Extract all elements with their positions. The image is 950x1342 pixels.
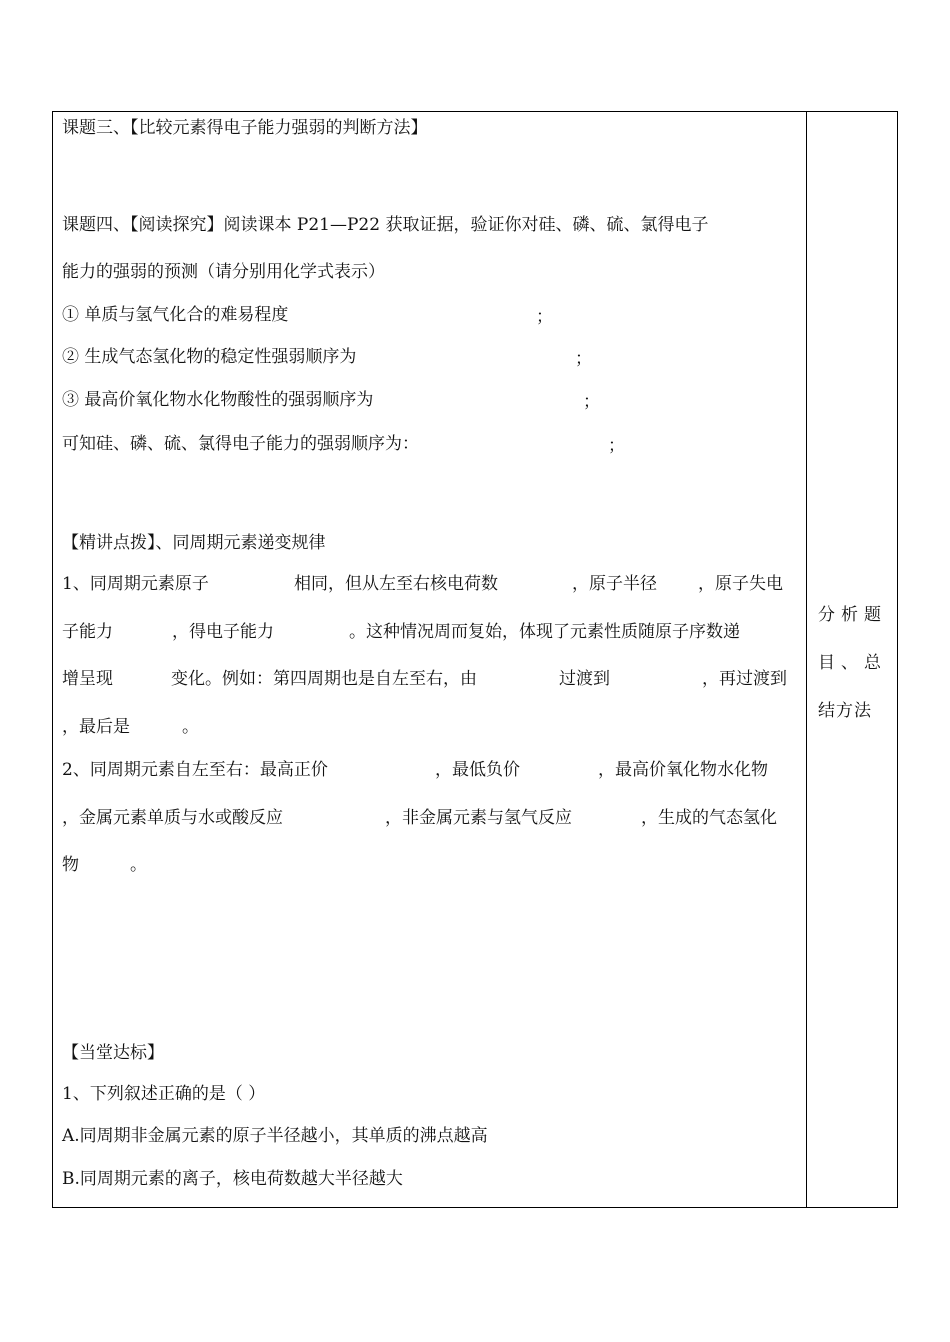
option-b: B.同周期元素的离子，核电荷数越大半径越大 — [62, 1169, 403, 1189]
rule2-line3-part2: 。 — [130, 855, 147, 875]
rule1-line4-part2: 。 — [182, 717, 199, 737]
rule1-line4-part1: ，最后是 — [62, 717, 130, 737]
option-a: A.同周期非金属元素的原子半径越小，其单质的沸点越高 — [62, 1126, 488, 1146]
rule2-line1-part1: 2、同周期元素自左至右：最高正价 — [62, 760, 328, 780]
rule1-line1-part4: ，原子失电 — [698, 574, 783, 594]
question-2-text: ② 生成气态氢化物的稳定性强弱顺序为 — [62, 347, 357, 367]
question-stem: 1、下列叙述正确的是（ ） — [62, 1084, 266, 1104]
rule2-line1-part3: ，最高价氧化物水化物 — [598, 760, 768, 780]
rule2-line2-part2: ，非金属元素与氢气反应 — [385, 808, 572, 828]
question-3-text: ③ 最高价氧化物水化物酸性的强弱顺序为 — [62, 390, 374, 410]
rule1-line1-part1: 1、同周期元素原子 — [62, 574, 209, 594]
question-3-end: ； — [583, 392, 600, 412]
topic4-subline: 能力的强弱的预测（请分别用化学式表示） — [62, 262, 385, 282]
rule2-line2-part3: ，生成的气态氢化 — [641, 808, 777, 828]
rule1-line3-part2: 变化。例如：第四周期也是自左至右，由 — [171, 669, 477, 689]
rule2-line1-part2: ，最低负价 — [435, 760, 520, 780]
rule1-line2-part2: ，得电子能力 — [172, 622, 274, 642]
side-note-line2: 目、总 — [818, 653, 887, 673]
rule2-line2-part1: ，金属元素单质与水或酸反应 — [62, 808, 283, 828]
question-1-end: ； — [536, 307, 553, 327]
rule1-line2-part1: 子能力 — [62, 622, 113, 642]
rule2-line3-part1: 物 — [62, 855, 79, 875]
side-note-line1: 分析题 — [818, 605, 887, 625]
side-note-line3: 结方法 — [818, 701, 872, 721]
rule1-line3-part1: 增呈现 — [62, 669, 113, 689]
rule1-line2-part3: 。这种情况周而复始，体现了元素性质随原子序数递 — [349, 622, 740, 642]
dangtang-heading: 【当堂达标】 — [62, 1043, 164, 1063]
conclusion-text: 可知硅、磷、硫、氯得电子能力的强弱顺序为： — [62, 434, 419, 454]
rule1-line1-part2: 相同，但从左至右核电荷数 — [294, 574, 498, 594]
rule1-line3-part4: ，再过渡到 — [702, 669, 787, 689]
jingjiang-heading: 【精讲点拨】、同周期元素递变规律 — [62, 533, 326, 553]
column-divider — [806, 111, 807, 1208]
conclusion-end: ； — [608, 436, 625, 456]
question-2-end: ； — [575, 349, 592, 369]
rule1-line1-part3: ，原子半径 — [572, 574, 657, 594]
topic3-heading: 课题三、【比较元素得电子能力强弱的判断方法】 — [62, 118, 428, 138]
question-1-text: ① 单质与氢气化合的难易程度 — [62, 305, 289, 325]
topic4-heading: 课题四、【阅读探究】阅读课本 P21—P22 获取证据，验证你对硅、磷、硫、氯得电子 — [62, 215, 709, 235]
rule1-line3-part3: 过渡到 — [559, 669, 610, 689]
